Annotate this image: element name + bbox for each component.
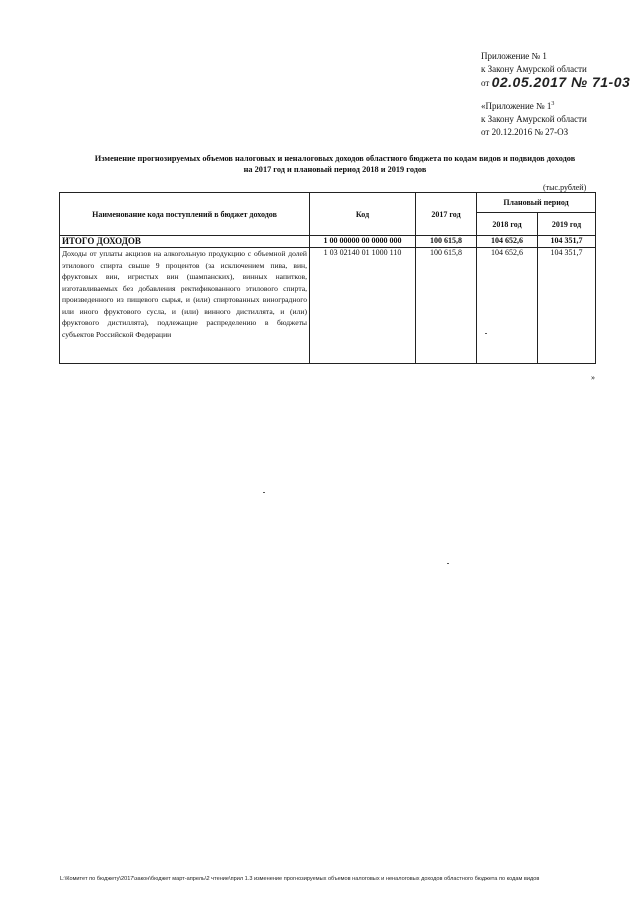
original-annex-number: «Приложение № $1^3$ — [481, 101, 555, 111]
header-2018: 2018 год — [477, 213, 538, 236]
scan-speck — [447, 563, 449, 564]
title-line-2: на 2017 год и плановый период 2018 и 2019 годов — [243, 165, 427, 174]
document-title — [60, 153, 610, 175]
row-2018: 104 652,6 — [477, 248, 538, 364]
table-header-row — [60, 193, 596, 213]
original-annex-header — [481, 98, 587, 139]
original-annex-law-reference: к Закону Амурской области — [481, 114, 587, 124]
annex-date-prefix: от — [481, 78, 490, 88]
header-code: Код — [310, 193, 416, 236]
row-code: 1 03 02140 01 1000 110 — [310, 248, 416, 364]
closing-quote: » — [591, 373, 595, 382]
header-2017: 2017 год — [416, 193, 477, 236]
scan-speck — [485, 333, 487, 334]
file-path-footer: L:\Комитет по бюджету\2017\закон\бюджет март-апрель\2 чтение\прил 1.3 изменение прогнозируемых объемов налоговых и неналоговых доходов областного бюджета по кодам видов — [60, 876, 540, 882]
row-name: Доходы от уплаты акцизов на алкогольную продукцию с объемной долей этилового спирта свыше 9 процентов (за исключением пива, вин, фруктовых вин, игристых вин (шампанских), винных напитков, изготавливаемых без добавления ректификованного этилового спирта, произведенного из пищевого сырья, и (или) спиртованных виноградного или иного фруктового сусла, и (или) винного дистиллята, и (или) фруктового дистиллята), подлежащие распределению в бюджеты субъектов Российской Федерации — [60, 248, 310, 364]
row-2019: 104 351,7 — [538, 248, 596, 364]
scan-speck — [263, 492, 265, 493]
total-2019: 104 351,7 — [538, 236, 596, 248]
original-annex-date: от 20.12.2016 № 27-ОЗ — [481, 127, 569, 137]
header-name: Наименование кода поступлений в бюджет доходов — [60, 193, 310, 236]
total-2017: 100 615,8 — [416, 236, 477, 248]
header-2019: 2019 год — [538, 213, 596, 236]
total-name: ИТОГО ДОХОДОВ — [60, 236, 310, 248]
title-line-1: Изменение прогнозируемых объемов налоговых и неналоговых доходов областного бюджета по кодам видов и подвидов доходов — [94, 154, 576, 163]
annex-date-line — [481, 76, 630, 90]
units-label: (тыс.рублей) — [543, 183, 587, 192]
header-planned-period: Плановый период — [477, 193, 596, 213]
annex-law-reference: к Закону Амурской области — [481, 64, 587, 74]
annex-header — [481, 50, 630, 90]
handwritten-date: 02.05.2017 № 71-03 — [491, 74, 631, 90]
table-row-total — [60, 236, 596, 248]
annex-number: Приложение № 1 — [481, 51, 547, 61]
row-2017: 100 615,8 — [416, 248, 477, 364]
table-row — [60, 248, 596, 364]
total-2018: 104 652,6 — [477, 236, 538, 248]
total-code: 1 00 00000 00 0000 000 — [310, 236, 416, 248]
annex-superscript: 3 — [551, 101, 555, 107]
revenue-table — [59, 192, 596, 364]
